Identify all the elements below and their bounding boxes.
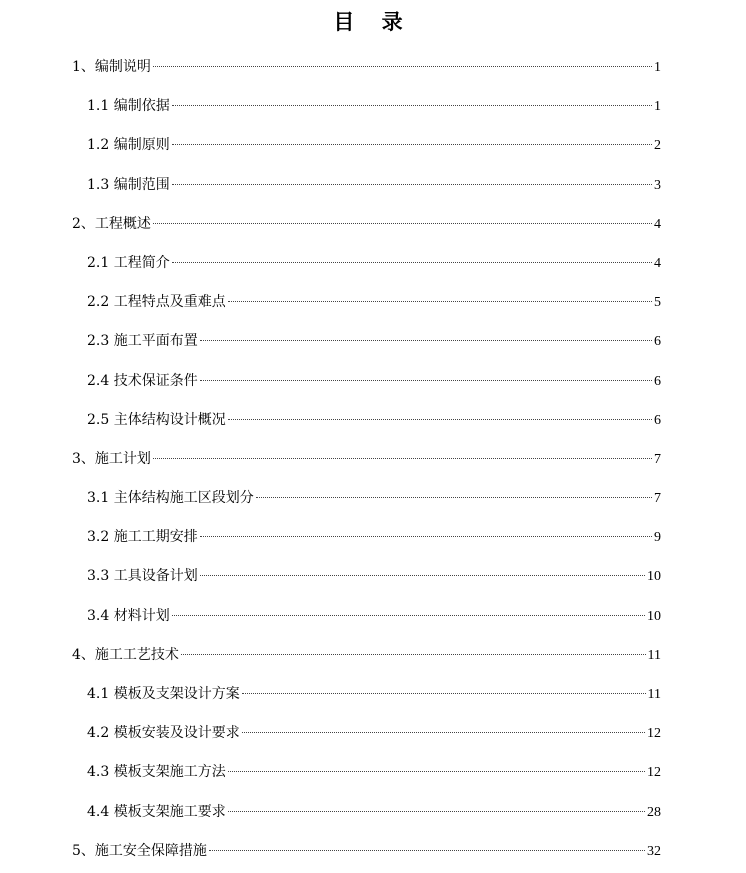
toc-entry-label: 2.1 工程简介 bbox=[87, 254, 170, 271]
toc-entry-label: 2.4 技术保证条件 bbox=[87, 372, 198, 389]
toc-dot-leader bbox=[172, 144, 652, 145]
toc-entry[interactable] bbox=[72, 832, 661, 871]
toc-list bbox=[72, 48, 661, 871]
toc-dot-leader bbox=[172, 615, 645, 616]
toc-dot-leader bbox=[153, 223, 652, 224]
toc-entry-label: 2、工程概述 bbox=[72, 215, 151, 232]
toc-entry[interactable] bbox=[72, 166, 661, 205]
toc-dot-leader bbox=[200, 575, 645, 576]
toc-dot-leader bbox=[228, 419, 652, 420]
toc-dot-leader bbox=[200, 380, 652, 381]
toc-entry[interactable] bbox=[72, 322, 661, 361]
toc-entry-page: 12 bbox=[647, 726, 661, 742]
toc-entry-label: 1.1 编制依据 bbox=[87, 98, 170, 115]
toc-entry-page: 1 bbox=[654, 99, 661, 115]
toc-entry[interactable] bbox=[72, 714, 661, 753]
toc-entry-label: 3.1 主体结构施工区段划分 bbox=[87, 490, 254, 507]
toc-dot-leader bbox=[228, 301, 652, 302]
toc-dot-leader bbox=[200, 340, 652, 341]
toc-entry-label: 1、编制说明 bbox=[72, 59, 151, 75]
toc-dot-leader bbox=[242, 732, 645, 733]
toc-dot-leader bbox=[228, 811, 645, 812]
toc-entry-label: 4.2 模板安装及设计要求 bbox=[87, 725, 240, 742]
toc-entry[interactable] bbox=[72, 244, 661, 283]
toc-dot-leader bbox=[172, 105, 652, 106]
toc-entry-page: 7 bbox=[654, 491, 661, 507]
toc-entry-page: 28 bbox=[647, 804, 661, 820]
toc-entry[interactable] bbox=[72, 636, 661, 675]
toc-entry-label: 2.5 主体结构设计概况 bbox=[87, 411, 226, 428]
toc-dot-leader bbox=[256, 497, 652, 498]
toc-dot-leader bbox=[172, 184, 652, 185]
toc-entry[interactable] bbox=[72, 401, 661, 440]
toc-entry[interactable] bbox=[72, 283, 661, 322]
toc-entry[interactable] bbox=[72, 126, 661, 165]
toc-dot-leader bbox=[242, 693, 646, 694]
toc-entry[interactable] bbox=[72, 793, 661, 832]
toc-entry[interactable] bbox=[72, 205, 661, 244]
toc-entry[interactable] bbox=[72, 48, 661, 87]
toc-entry[interactable] bbox=[72, 518, 661, 557]
toc-entry-page: 7 bbox=[654, 451, 661, 467]
toc-entry-page: 10 bbox=[647, 569, 661, 585]
toc-entry-label: 4.1 模板及支架设计方案 bbox=[87, 686, 240, 702]
toc-dot-leader bbox=[153, 66, 652, 67]
toc-entry-label: 3.4 材料计划 bbox=[87, 607, 170, 624]
toc-entry-page: 32 bbox=[647, 843, 661, 859]
toc-entry-label: 4.3 模板支架施工方法 bbox=[87, 764, 226, 781]
toc-entry-page: 3 bbox=[654, 177, 661, 193]
toc-entry-page: 11 bbox=[647, 687, 661, 702]
toc-entry[interactable] bbox=[72, 675, 661, 714]
toc-title: 目 录 bbox=[333, 10, 413, 34]
toc-dot-leader bbox=[228, 771, 645, 772]
toc-dot-leader bbox=[209, 850, 645, 851]
toc-entry[interactable] bbox=[72, 597, 661, 636]
toc-entry[interactable] bbox=[72, 753, 661, 792]
toc-entry-page: 1 bbox=[654, 60, 661, 75]
toc-entry-page: 5 bbox=[654, 295, 661, 311]
toc-entry-page: 11 bbox=[647, 647, 661, 663]
toc-entry-label: 3.3 工具设备计划 bbox=[87, 568, 198, 585]
toc-entry-page: 6 bbox=[654, 373, 661, 389]
toc-entry[interactable] bbox=[72, 362, 661, 401]
toc-entry-label: 4、施工工艺技术 bbox=[72, 646, 179, 663]
toc-entry-label: 1.3 编制范围 bbox=[87, 176, 170, 193]
toc-entry-label: 4.4 模板支架施工要求 bbox=[87, 803, 226, 820]
toc-dot-leader bbox=[153, 458, 652, 459]
toc-entry-page: 4 bbox=[654, 216, 661, 232]
toc-entry-page: 6 bbox=[654, 334, 661, 350]
toc-dot-leader bbox=[200, 536, 652, 537]
toc-entry-label: 5、施工安全保障措施 bbox=[72, 842, 207, 859]
toc-entry-label: 1.2 编制原则 bbox=[87, 137, 170, 154]
toc-entry-page: 10 bbox=[647, 608, 661, 624]
toc-entry[interactable] bbox=[72, 440, 661, 479]
toc-dot-leader bbox=[172, 262, 652, 263]
toc-entry-page: 4 bbox=[654, 255, 661, 271]
toc-entry-page: 6 bbox=[654, 412, 661, 428]
toc-entry-page: 2 bbox=[654, 138, 661, 154]
toc-entry-page: 9 bbox=[654, 530, 661, 546]
toc-entry-label: 2.3 施工平面布置 bbox=[87, 333, 198, 350]
toc-entry-page: 12 bbox=[647, 765, 661, 781]
toc-entry-label: 3、施工计划 bbox=[72, 450, 151, 467]
toc-entry[interactable] bbox=[72, 557, 661, 596]
toc-entry-label: 2.2 工程特点及重难点 bbox=[87, 294, 226, 311]
toc-entry[interactable] bbox=[72, 479, 661, 518]
toc-entry[interactable] bbox=[72, 87, 661, 126]
toc-entry-label: 3.2 施工工期安排 bbox=[87, 529, 198, 546]
toc-dot-leader bbox=[181, 654, 646, 655]
